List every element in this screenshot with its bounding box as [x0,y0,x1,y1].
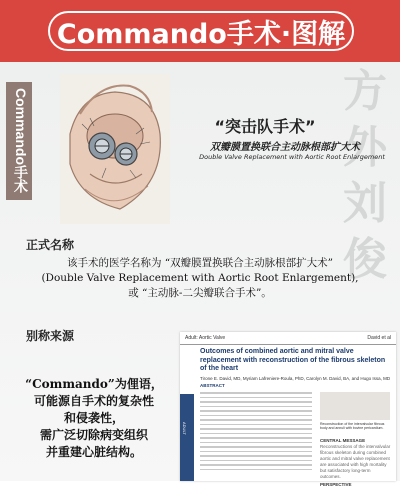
alias-line: 并重建心脏结构。 [45,445,142,459]
formal-name-line: (Double Valve Replacement with Aortic Root Enlargement), [41,272,359,284]
alias-origin-heading: 别称来源 [26,329,75,343]
alias-line: “Commando”为俚语， [25,377,163,391]
alias-line: 可能源自手术的复杂性 [33,394,154,408]
side-label-text: Commando手术 [13,88,29,193]
surgery-formal-name-cn: 双瓣膜置换联合主动脉根部扩大术 [210,142,360,153]
watermark-text: 方 外 刘 俊 [343,66,387,285]
alias-origin-paragraph [8,376,180,461]
alias-line: 和侵袭性， [63,411,124,425]
paper-figure [320,392,390,420]
paper-strip-label: ADULT [182,422,187,435]
surgery-nickname-title: “突击队手术” [214,117,316,136]
formal-name-line: 该手术的医学名称为 “双瓣膜置换联合主动脉根部扩大术” [66,257,334,269]
title-banner [0,0,400,62]
central-message-text: Reconstructions of the intervalvular fibrous skeleton during combined aortic and mitral valve replacement are associated with high mortality but satisfactory long-term outcomes. [320,444,391,479]
surgery-formal-name-en: Double Valve Replacement with Aortic Root Enlargement [199,153,385,161]
paper-central-message [320,438,392,488]
side-label-bar [6,82,32,200]
paper-title: Outcomes of combined aortic and mitral valve replacement with reconstruction of the fibrous skeleton of the heart [200,348,386,372]
central-message-label: CENTRAL MESSAGE [320,438,366,443]
formal-name-heading: 正式名称 [26,238,75,252]
paper-abstract-label: ABSTRACT [200,382,225,388]
formal-name-paragraph [10,256,390,301]
banner-title: Commando手术·图解 [48,11,354,51]
paper-figure-caption: Reconstruction of the intervalvular fibrous body and annuli with bovine pericardium. [320,422,385,430]
formal-name-line: 或 “主动脉-二尖瓣联合手术”。 [128,287,272,299]
paper-excerpt [180,332,396,487]
paper-authors: Tirone E. David, MD, Myriam Lafreniere-Roula, PhD, Carolyn M. David, BA, and Hugo Issa, MD [200,375,391,381]
paper-journal-section: Adult: Aortic Valve [185,335,226,341]
paper-journal-authors: David et al [367,335,391,341]
heart-valve-illustration [60,74,170,224]
paper-side-strip [180,394,194,481]
paper-journal-header [180,332,396,345]
paper-body-text [200,392,312,473]
alias-line: 需广泛切除病变组织 [39,428,148,442]
perspective-label: PERSPECTIVE [320,482,352,487]
